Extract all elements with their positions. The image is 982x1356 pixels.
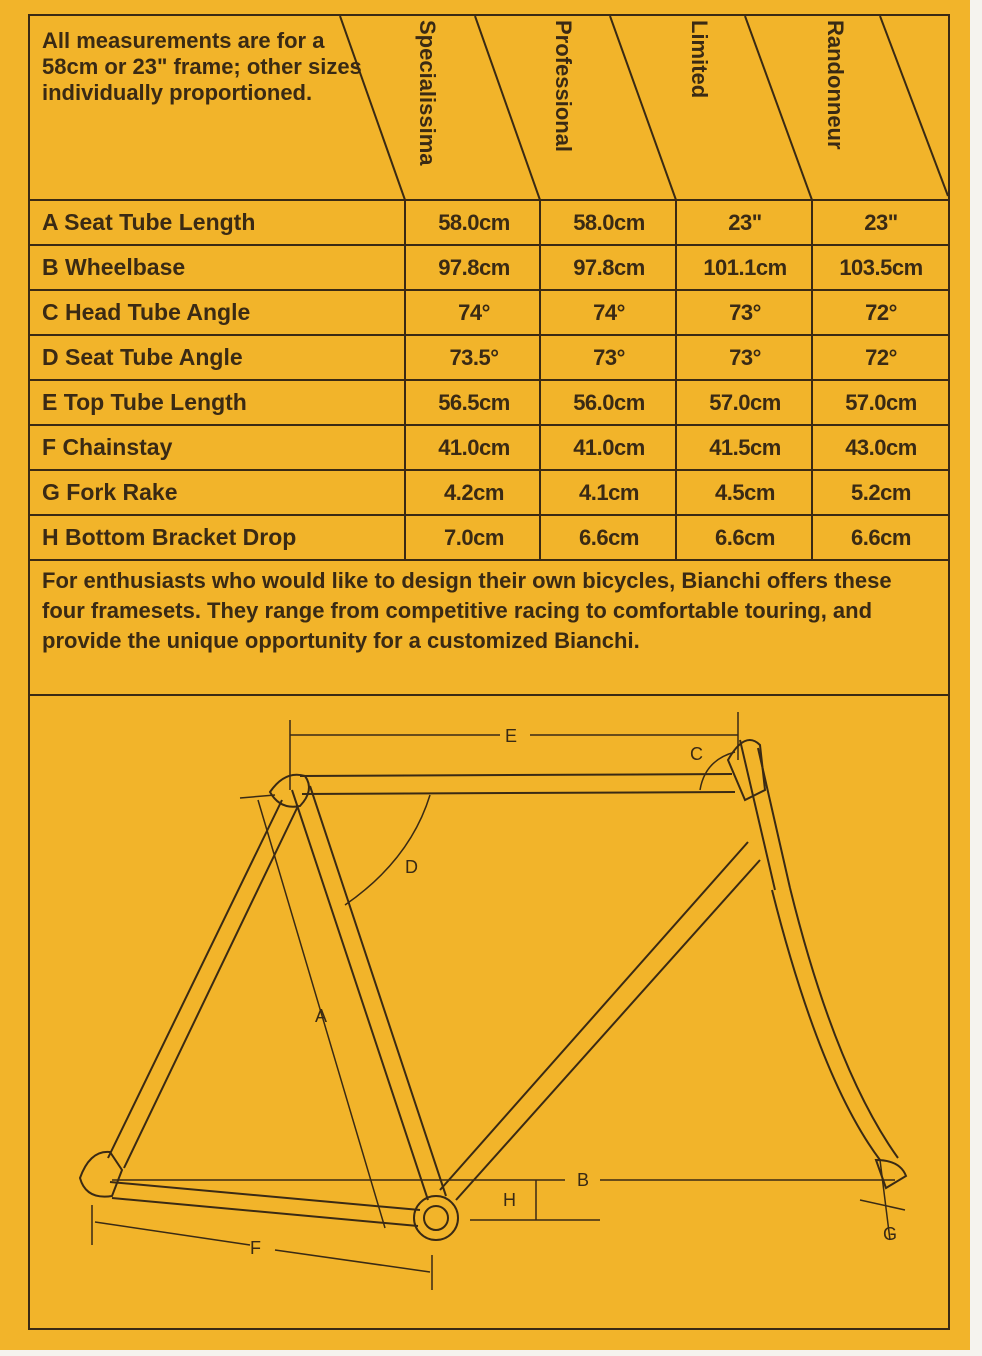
diagram-label-c: C	[690, 744, 703, 764]
table-cell: 5.2cm	[851, 480, 911, 505]
diagram-label-e: E	[505, 726, 518, 746]
diagram-label-g: G	[883, 1224, 898, 1244]
table-cell: 73°	[729, 300, 761, 325]
row-label: G Fork Rake	[42, 479, 178, 505]
table-cell: 74°	[458, 300, 490, 325]
bottom-bracket-inner	[424, 1206, 448, 1230]
diagram-label-h: H	[503, 1190, 516, 1210]
row-label: H Bottom Bracket Drop	[42, 524, 297, 550]
table-cell: 41.0cm	[573, 435, 645, 460]
row-label: F Chainstay	[42, 434, 173, 460]
row-label: B Wheelbase	[42, 254, 186, 280]
table-cell: 7.0cm	[444, 525, 504, 550]
table-cell: 74°	[593, 300, 625, 325]
table-cell: 43.0cm	[845, 435, 917, 460]
table-cell: 6.6cm	[579, 525, 639, 550]
table-cell: 4.5cm	[715, 480, 775, 505]
top-tube	[300, 774, 735, 794]
diagram-label-d: D	[405, 857, 418, 877]
dimension-d-arc	[345, 795, 430, 905]
table-cell: 73.5°	[449, 345, 499, 370]
table-cell: 56.0cm	[573, 390, 645, 415]
table-cell: 58.0cm	[573, 210, 645, 235]
frameset-description: For enthusiasts who would like to design their own bicycles, Bianchi offers these four framesets. They range from competitive racing to comfortable touring, and provide the unique opportunity for a customized Bianchi.	[42, 568, 892, 653]
table-cell: 73°	[729, 345, 761, 370]
table-cell: 103.5cm	[839, 255, 923, 280]
table-cell: 23"	[864, 210, 898, 235]
column-header-limited: Limited	[687, 20, 712, 99]
table-cell: 72°	[865, 300, 897, 325]
dimension-a-tick	[240, 795, 275, 798]
measurement-note: All measurements are for a 58cm or 23" frame; other sizes individually proportioned.	[42, 28, 362, 105]
diagram-label-f: F	[250, 1238, 261, 1258]
dimension-f-ticks	[92, 1205, 432, 1290]
table-cell: 6.6cm	[715, 525, 775, 550]
table-cell: 97.8cm	[438, 255, 510, 280]
table-cell: 4.1cm	[579, 480, 639, 505]
row-label: E Top Tube Length	[42, 389, 247, 415]
bottom-bracket	[414, 1196, 458, 1240]
table-cell: 41.0cm	[438, 435, 510, 460]
table-cell: 23"	[728, 210, 762, 235]
row-label: D Seat Tube Angle	[42, 344, 243, 370]
table-cell: 72°	[865, 345, 897, 370]
dimension-f-line	[95, 1222, 430, 1272]
table-cell: 101.1cm	[703, 255, 787, 280]
column-header-professional: Professional	[551, 20, 576, 153]
diagram-label-a: A	[315, 1006, 328, 1026]
column-header-randonneur: Randonneur	[823, 20, 848, 150]
head-tube	[740, 740, 790, 890]
table-cell: 58.0cm	[438, 210, 510, 235]
row-label: A Seat Tube Length	[42, 209, 256, 235]
table-cell: 97.8cm	[573, 255, 645, 280]
dimension-e-ticks	[290, 712, 738, 790]
fork	[772, 888, 898, 1160]
seat-stay	[108, 800, 298, 1168]
table-cell: 73°	[593, 345, 625, 370]
table-cell: 41.5cm	[709, 435, 781, 460]
row-label: C Head Tube Angle	[42, 299, 251, 325]
table-cell: 6.6cm	[851, 525, 911, 550]
table-cell: 4.2cm	[444, 480, 504, 505]
diagram-label-b: B	[577, 1170, 590, 1190]
table-cell: 57.0cm	[845, 390, 917, 415]
rear-dropout	[80, 1152, 122, 1197]
column-header-specialissima: Specialissima	[415, 20, 440, 166]
table-cell: 57.0cm	[709, 390, 781, 415]
down-tube	[440, 842, 760, 1200]
table-cell: 56.5cm	[438, 390, 510, 415]
